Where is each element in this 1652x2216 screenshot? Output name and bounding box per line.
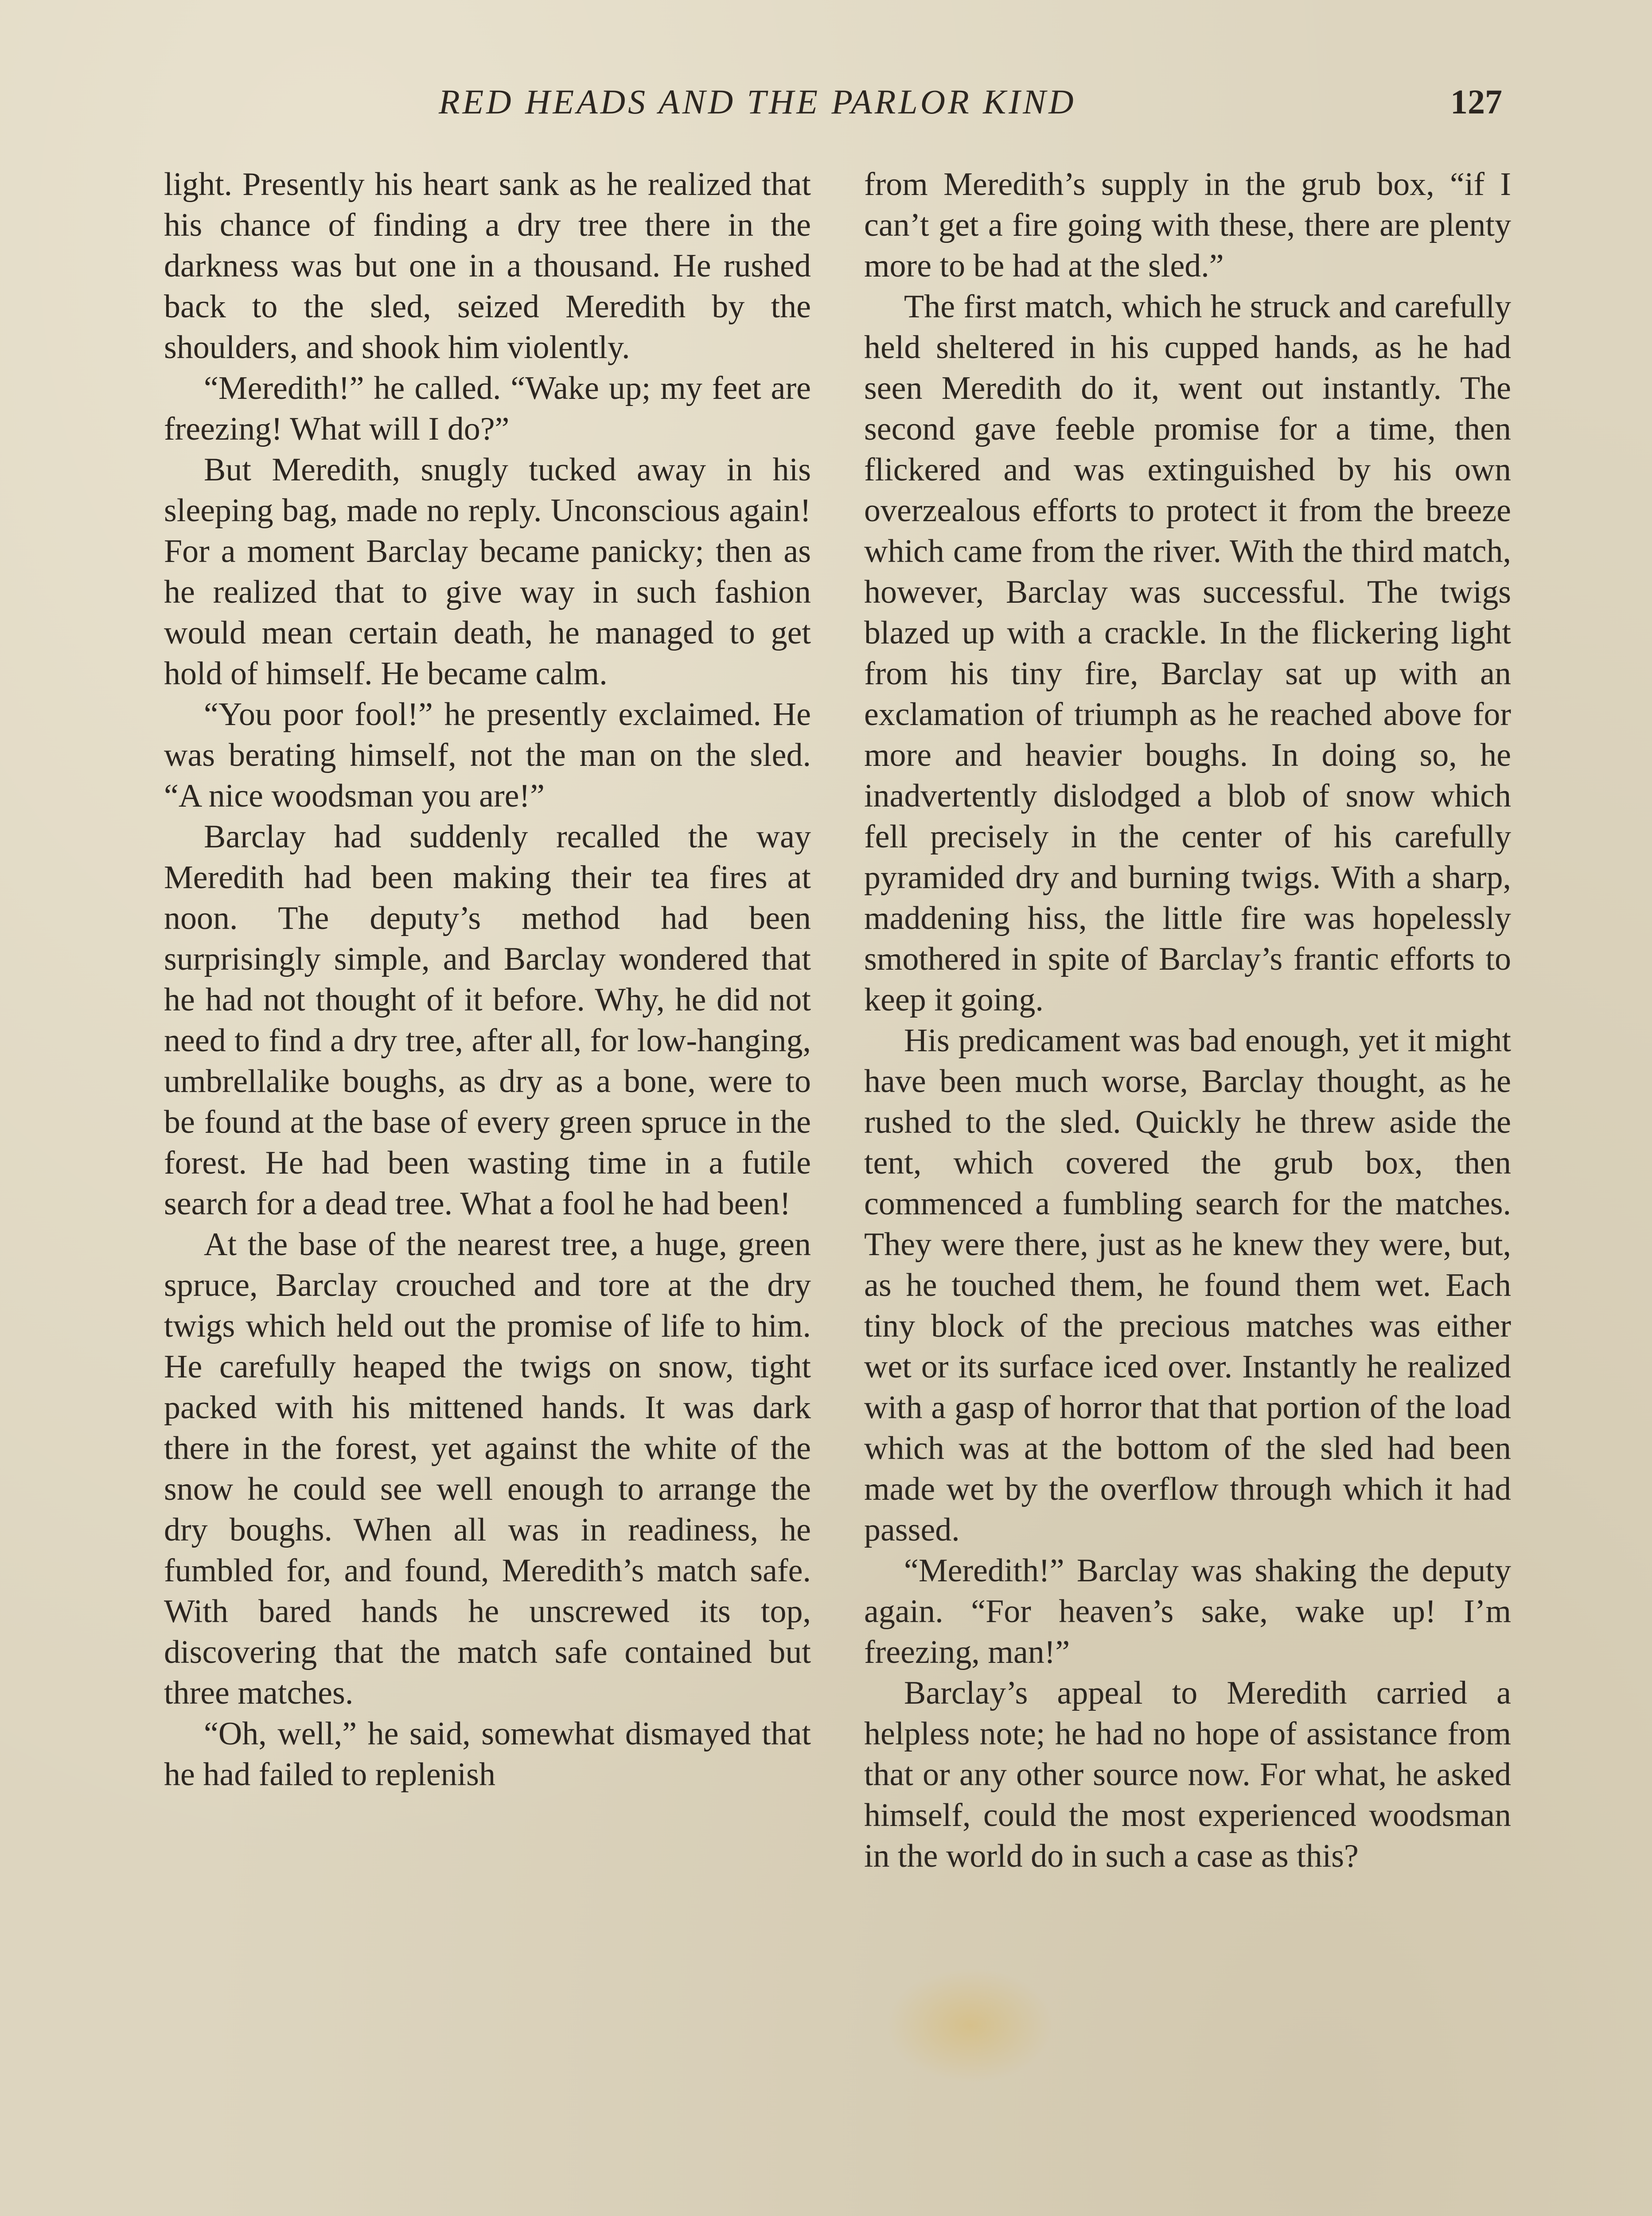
paragraph: “Meredith!” he called. “Wake up; my feet are freezing! What will I do?” bbox=[164, 370, 811, 447]
paragraph: The first match, which he struck and carefully held sheltered in his cupped hands, as he had seen Meredith do it, went out instantly. The second gave feeble promise for a time, then flickered and was extinguished by his own overzealous efforts to protect it from the breeze which came from the river. With the third match, however, Barclay was successful. The twigs blazed up with a crackle. In the flickering light from his tiny fire, Barclay sat up with an exclamation of triumph as he reached above for more and heavier boughs. In doing so, he inadvertently dislodged a blob of snow which fell precisely in the center of his carefully pyramided dry and burning twigs. With a sharp, maddening hiss, the little fire was hopelessly smothered in spite of Barclay’s frantic efforts to keep it going. bbox=[864, 289, 1511, 1018]
paragraph: Barclay had suddenly recalled the way Meredith had been making their tea fires at noon. The deputy’s method had been surprisingly simple, and Barclay wondered that he had not thought of it before. Why, he did not need to find a dry tree, after all, for low-hanging, umbrellalike boughs, as dry as a bone, were to be found at the base of every green spruce in the forest. He had been wasting time in a futile search for a dead tree. What a fool he had been! bbox=[164, 819, 811, 1222]
paper-stain bbox=[886, 1968, 1055, 2083]
paragraph: “Oh, well,” he said, somewhat dismayed that he had failed to replenish bbox=[164, 1716, 811, 1793]
left-column bbox=[164, 164, 811, 1877]
paragraph: But Meredith, snugly tucked away in his sleeping bag, made no reply. Unconscious again! For a moment Barclay became panicky; then as he realized that to give way in such fashion would mean certain death, he managed to get hold of himself. He became calm. bbox=[164, 452, 811, 692]
paragraph: “You poor fool!” he presently exclaimed. He was berating himself, not the man on the sled. “A nice woodsman you are!” bbox=[164, 696, 811, 814]
page-header bbox=[164, 82, 1502, 135]
paragraph: At the base of the nearest tree, a huge, green spruce, Barclay crouched and tore at the dry twigs which held out the promise of life to him. He carefully heaped the twigs on snow, tight packed with his mittened hands. It was dark there in the forest, yet against the white of the snow he could see well enough to arrange the dry boughs. When all was in readiness, he fumbled for, and found, Meredith’s match safe. With bared hands he unscrewed its top, discovering that the match safe contained but three matches. bbox=[164, 1226, 811, 1711]
text-columns bbox=[164, 164, 1511, 1877]
paragraph: His predicament was bad enough, yet it might have been much worse, Barclay thought, as he rushed to the sled. Quickly he threw aside the tent, which covered the grub box, then commenced a fumbling search for the matches. They were there, just as he knew they were, but, as he touched them, he found them wet. Each tiny block of the precious matches was either wet or its surface iced over. Instantly he realized with a gasp of horror that that portion of the load which was at the bottom of the sled had been made wet by the overflow through which it had passed. bbox=[864, 1022, 1511, 1548]
right-column bbox=[864, 164, 1511, 1877]
running-title: RED HEADS AND THE PARLOR KIND bbox=[439, 82, 1076, 121]
page-number: 127 bbox=[1450, 82, 1502, 121]
paragraph: “Meredith!” Barclay was shaking the deputy again. “For heaven’s sake, wake up! I’m freezing, man!” bbox=[864, 1553, 1511, 1670]
paragraph: Barclay’s appeal to Meredith carried a helpless note; he had no hope of assistance from that or any other source now. For what, he asked himself, could the most experienced woodsman in the world do in such a case as this? bbox=[864, 1675, 1511, 1874]
paragraph: light. Presently his heart sank as he realized that his chance of finding a dry tree there in the darkness was but one in a thousand. He rushed back to the sled, seized Meredith by the shoulders, and shook him violently. bbox=[164, 166, 811, 366]
paragraph: from Meredith’s supply in the grub box, “if I can’t get a fire going with these, there are plenty more to be had at the sled.” bbox=[864, 166, 1511, 284]
